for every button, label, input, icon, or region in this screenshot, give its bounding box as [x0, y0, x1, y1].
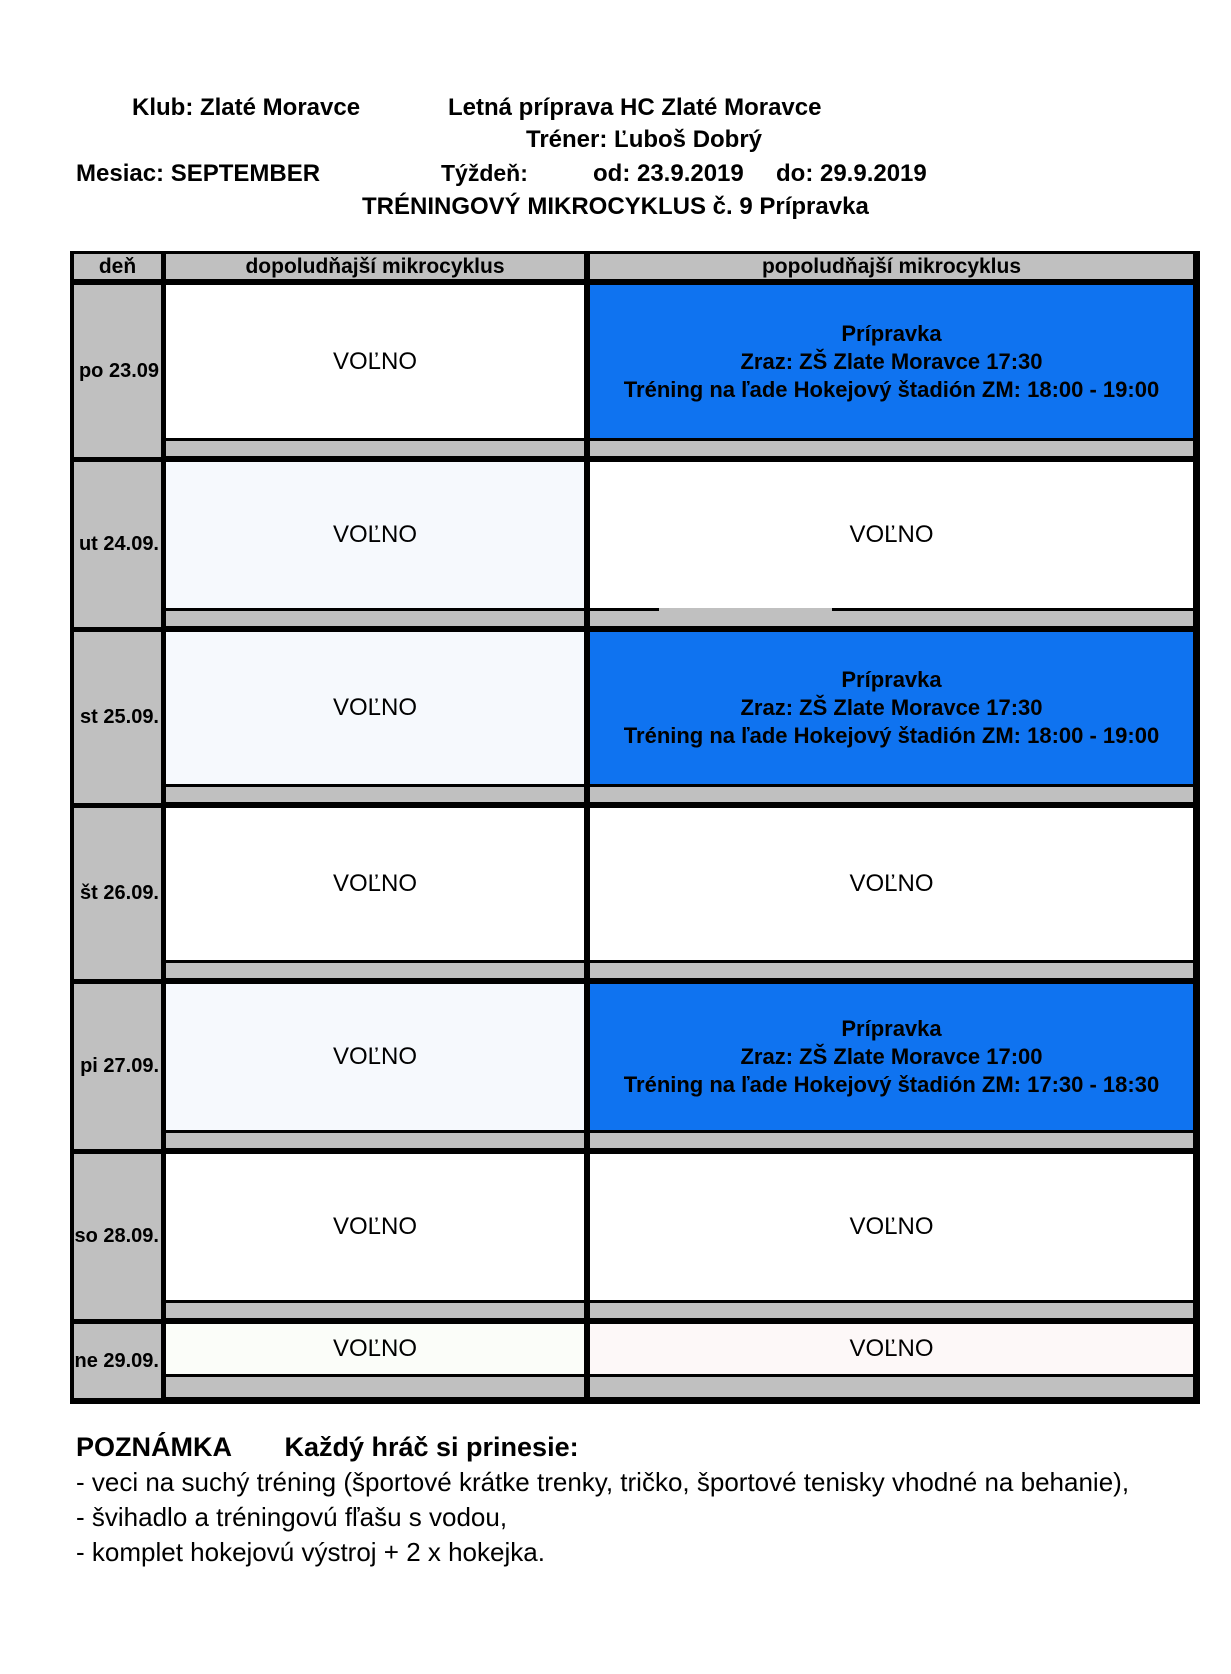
row-divider [590, 441, 1193, 456]
row-divider [166, 963, 584, 978]
training-line: Tréning na ľade Hokejový štadión ZM: 18:00 - 19:00 [623, 376, 1160, 402]
morning-cell: VOĽNO [166, 984, 584, 1130]
morning-cell: VOĽNO [166, 632, 584, 784]
training-line: Prípravka [841, 1016, 942, 1041]
training-line: Prípravka [841, 667, 942, 692]
training-cell [590, 984, 1193, 1130]
header-afternoon: popoludňajší mikrocyklus [590, 254, 1193, 279]
afternoon-cell: VOĽNO [590, 1324, 1193, 1374]
afternoon-cell: VOĽNO [590, 1154, 1193, 1300]
afternoon-cell: VOĽNO [590, 808, 1193, 960]
notes-title: POZNÁMKA [76, 1432, 232, 1462]
training-line: Zraz: ZŠ Zlate Moravce 17:30 [740, 695, 1043, 720]
row-divider [590, 611, 1193, 626]
morning-cell: VOĽNO [166, 285, 584, 438]
row-divider [166, 441, 584, 456]
day-cell: ut 24.09. [74, 462, 161, 627]
day-cell: št 26.09. [74, 808, 161, 979]
training-line: Prípravka [841, 320, 942, 346]
training-cell [590, 285, 1193, 438]
club-name: Klub: Zlaté Moravce [132, 94, 361, 121]
notes-section [76, 1430, 1196, 1570]
schedule-table [70, 251, 1200, 1404]
training-line: Zraz: ZŠ Zlate Moravce 17:30 [740, 348, 1043, 374]
training-line: Zraz: ZŠ Zlate Moravce 17:00 [740, 1044, 1043, 1069]
morning-cell: VOĽNO [166, 1324, 584, 1374]
row-divider [166, 1377, 584, 1397]
row-divider [590, 1377, 1193, 1397]
afternoon-cell: VOĽNO [590, 462, 1193, 608]
day-cell: po 23.09 [74, 285, 161, 457]
header-day: deň [74, 254, 161, 279]
row-divider [166, 1303, 584, 1318]
morning-cell: VOĽNO [166, 1154, 584, 1300]
note-line: - veci na suchý tréning (športové krátke trenky, tričko, športové tenisky vhodné na behanie), [76, 1467, 1130, 1497]
day-cell: ne 29.09. [74, 1324, 161, 1398]
border-gap [659, 608, 832, 611]
training-cell [590, 632, 1193, 784]
week-label: Týždeň: [441, 160, 528, 186]
microcycle-title: TRÉNINGOVÝ MIKROCYKLUS č. 9 Prípravka [362, 193, 869, 220]
date-to: do: 29.9.2019 [776, 160, 927, 187]
trainer-name: Tréner: Ľuboš Dobrý [526, 126, 763, 153]
day-cell: so 28.09. [74, 1154, 161, 1319]
row-divider [590, 1303, 1193, 1318]
date-from: od: 23.9.2019 [593, 160, 744, 187]
day-cell: st 25.09. [74, 632, 161, 803]
training-line: Tréning na ľade Hokejový štadión ZM: 18:00 - 19:00 [623, 723, 1160, 748]
morning-cell: VOĽNO [166, 808, 584, 960]
row-divider [166, 611, 584, 626]
row-divider [166, 787, 584, 802]
header-morning: dopoludňajší mikrocyklus [166, 254, 584, 279]
row-divider [590, 1133, 1193, 1148]
row-divider [590, 787, 1193, 802]
morning-cell: VOĽNO [166, 462, 584, 608]
document-title: Letná príprava HC Zlaté Moravce [448, 94, 822, 121]
notes-subtitle: Každý hráč si prinesie: [284, 1432, 579, 1462]
note-line: - komplet hokejovú výstroj + 2 x hokejka. [76, 1537, 545, 1567]
note-line: - švihadlo a tréningovú fľašu s vodou, [76, 1502, 508, 1532]
row-divider [590, 963, 1193, 978]
row-divider [166, 1133, 584, 1148]
day-cell: pi 27.09. [74, 984, 161, 1149]
month-label: Mesiac: SEPTEMBER [76, 160, 321, 187]
training-line: Tréning na ľade Hokejový štadión ZM: 17:30 - 18:30 [623, 1072, 1160, 1097]
